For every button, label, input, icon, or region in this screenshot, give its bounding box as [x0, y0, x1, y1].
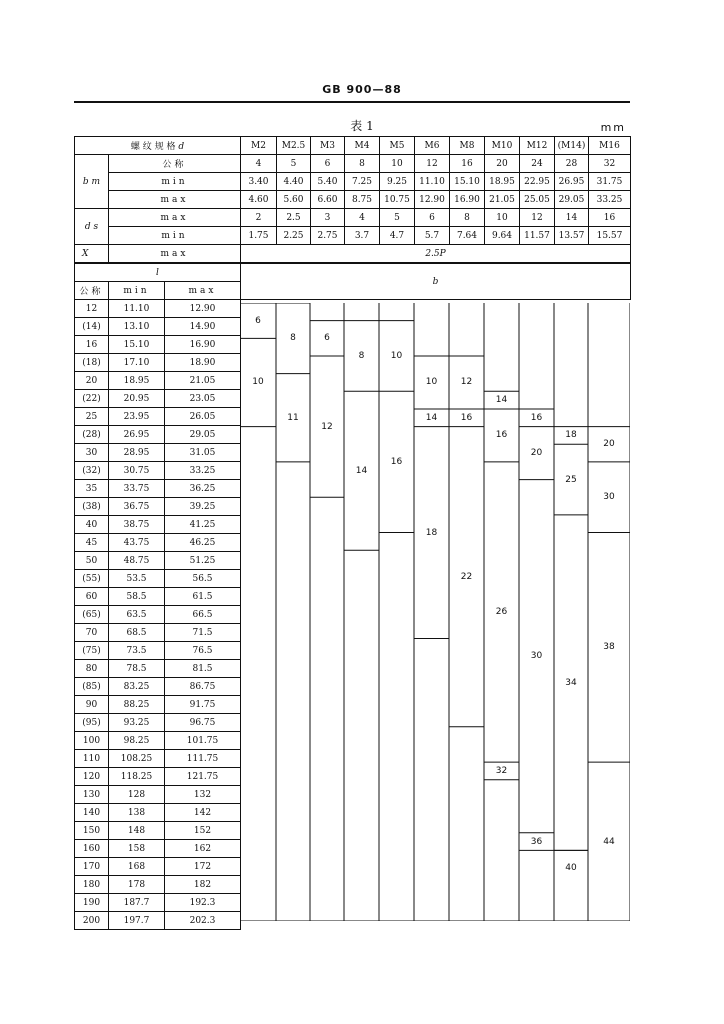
- l-cell: 76.5: [165, 642, 241, 660]
- b-value-label: 14: [495, 395, 508, 406]
- ds-value: 16: [589, 209, 631, 227]
- b-value-label: 10: [252, 377, 264, 388]
- l-cell: 13.10: [109, 318, 165, 336]
- l-cell: 150: [75, 822, 109, 840]
- l-cell: (95): [75, 714, 109, 732]
- l-cell: 63.5: [109, 606, 165, 624]
- bm-symbol: b m: [75, 155, 109, 209]
- l-cell: 33.25: [165, 462, 241, 480]
- l-row: [75, 300, 631, 318]
- bm-value: 28: [555, 155, 589, 173]
- thread-spec-header: [75, 137, 241, 155]
- size-cell: M10: [485, 137, 520, 155]
- l-cell: 18.90: [165, 354, 241, 372]
- x-value: 2.5P: [241, 245, 631, 264]
- size-cell: M3: [311, 137, 345, 155]
- ds-row: [75, 209, 631, 227]
- l-cell: 39.25: [165, 498, 241, 516]
- bm-row: [75, 155, 631, 173]
- size-cell: M6: [415, 137, 450, 155]
- b-value-label: 16: [530, 412, 543, 423]
- ds-value: 4.7: [380, 227, 415, 245]
- l-cell: 182: [165, 876, 241, 894]
- b-value-label: 16: [460, 412, 473, 423]
- l-cell: (85): [75, 678, 109, 696]
- l-cell: 25: [75, 408, 109, 426]
- bm-value: 8: [345, 155, 380, 173]
- b-value-label: 32: [495, 765, 508, 776]
- l-cell: 33.75: [109, 480, 165, 498]
- l-cell: 18.95: [109, 372, 165, 390]
- l-cell: 17.10: [109, 354, 165, 372]
- bm-row-label: max: [109, 191, 241, 209]
- b-value-label: 30: [530, 651, 543, 662]
- bm-value: 32: [589, 155, 631, 173]
- l-cell: 91.75: [165, 696, 241, 714]
- b-value-label: 25: [565, 474, 577, 485]
- l-cell: 40: [75, 516, 109, 534]
- l-cell: 48.75: [109, 552, 165, 570]
- b-value-label: 18: [565, 430, 577, 441]
- l-col-header: 公称: [75, 282, 109, 300]
- bm-value: 24: [520, 155, 555, 173]
- l-cell: 23.95: [109, 408, 165, 426]
- ds-row-label: max: [109, 209, 241, 227]
- standard-code: GB 900—88: [322, 83, 402, 96]
- bm-value: 16: [450, 155, 485, 173]
- bm-value: 6.60: [311, 191, 345, 209]
- l-cell: 132: [165, 786, 241, 804]
- l-cell: 12: [75, 300, 109, 318]
- l-cell: 26.95: [109, 426, 165, 444]
- ds-value: 2: [241, 209, 277, 227]
- b-area: [241, 300, 631, 930]
- l-cell: 96.75: [165, 714, 241, 732]
- l-cell: 86.75: [165, 678, 241, 696]
- l-cell: 98.25: [109, 732, 165, 750]
- l-cell: 128: [109, 786, 165, 804]
- l-cell: 11.10: [109, 300, 165, 318]
- ds-value: 8: [450, 209, 485, 227]
- l-cell: 172: [165, 858, 241, 876]
- table-title: 表 1: [350, 119, 374, 133]
- l-cell: 14.90: [165, 318, 241, 336]
- l-cell: 160: [75, 840, 109, 858]
- l-cell: (38): [75, 498, 109, 516]
- l-cell: 70: [75, 624, 109, 642]
- b-value-label: 14: [425, 412, 438, 423]
- l-cell: 101.75: [165, 732, 241, 750]
- bm-value: 4.60: [241, 191, 277, 209]
- l-cell: 162: [165, 840, 241, 858]
- bm-row: [75, 191, 631, 209]
- ds-value: 5.7: [415, 227, 450, 245]
- ds-value: 3: [311, 209, 345, 227]
- b-value-label: 8: [358, 350, 365, 361]
- l-cell: 140: [75, 804, 109, 822]
- l-cell: 12.90: [165, 300, 241, 318]
- ds-value: 5: [380, 209, 415, 227]
- l-cell: (22): [75, 390, 109, 408]
- l-cell: 100: [75, 732, 109, 750]
- x-symbol: X: [75, 245, 109, 264]
- size-cell: M16: [589, 137, 631, 155]
- bm-value: 5: [277, 155, 311, 173]
- l-cell: 53.5: [109, 570, 165, 588]
- bm-value: 11.10: [415, 173, 450, 191]
- l-symbol-row: [75, 263, 631, 282]
- l-cell: 36.75: [109, 498, 165, 516]
- l-cell: 30.75: [109, 462, 165, 480]
- b-value-label: 10: [425, 377, 438, 388]
- l-cell: 180: [75, 876, 109, 894]
- l-cell: 45: [75, 534, 109, 552]
- b-value-label: 20: [530, 448, 543, 459]
- bm-value: 6: [311, 155, 345, 173]
- l-cell: 142: [165, 804, 241, 822]
- size-cell: M2: [241, 137, 277, 155]
- b-value-label: 40: [565, 863, 577, 874]
- l-cell: 58.5: [109, 588, 165, 606]
- l-cell: 38.75: [109, 516, 165, 534]
- bm-value: 26.95: [555, 173, 589, 191]
- bm-value: 12.90: [415, 191, 450, 209]
- l-cell: 23.05: [165, 390, 241, 408]
- l-cell: 60: [75, 588, 109, 606]
- l-cell: (32): [75, 462, 109, 480]
- ds-value: 3.7: [345, 227, 380, 245]
- l-cell: 121.75: [165, 768, 241, 786]
- x-row-label: max: [109, 245, 241, 264]
- l-cell: 66.5: [165, 606, 241, 624]
- b-value-label: 22: [460, 571, 473, 582]
- l-symbol: l: [75, 263, 241, 282]
- ds-value: 12: [520, 209, 555, 227]
- header-rule: [74, 101, 630, 103]
- l-cell: (75): [75, 642, 109, 660]
- bm-row: [75, 173, 631, 191]
- l-cell: 73.5: [109, 642, 165, 660]
- l-cell: (65): [75, 606, 109, 624]
- l-cell: 36.25: [165, 480, 241, 498]
- ds-value: 11.57: [520, 227, 555, 245]
- b-value-label: 14: [355, 465, 368, 476]
- bm-value: 5.40: [311, 173, 345, 191]
- b-value-label: 11: [287, 412, 299, 423]
- l-cell: 51.25: [165, 552, 241, 570]
- ds-value: 2.5: [277, 209, 311, 227]
- ds-value: 2.25: [277, 227, 311, 245]
- l-cell: 152: [165, 822, 241, 840]
- bm-value: 18.95: [485, 173, 520, 191]
- l-cell: 190: [75, 894, 109, 912]
- bm-value: 15.10: [450, 173, 485, 191]
- l-cell: (14): [75, 318, 109, 336]
- bm-value: 4: [241, 155, 277, 173]
- l-cell: 200: [75, 912, 109, 930]
- b-value-label: 18: [425, 527, 438, 538]
- l-cell: 35: [75, 480, 109, 498]
- bm-row-label: min: [109, 173, 241, 191]
- l-cell: 170: [75, 858, 109, 876]
- bm-value: 4.40: [277, 173, 311, 191]
- l-cell: 26.05: [165, 408, 241, 426]
- l-cell: 80: [75, 660, 109, 678]
- b-value-label: 12: [321, 421, 333, 432]
- bm-value: 12: [415, 155, 450, 173]
- size-cell: M8: [450, 137, 485, 155]
- l-cell: 178: [109, 876, 165, 894]
- l-cell: 90: [75, 696, 109, 714]
- b-value-label: 36: [530, 836, 543, 847]
- b-value-label: 16: [495, 430, 508, 441]
- b-value-label: 8: [290, 333, 296, 344]
- bm-value: 25.05: [520, 191, 555, 209]
- x-row: [75, 245, 631, 264]
- l-cell: 78.5: [109, 660, 165, 678]
- l-cell: 15.10: [109, 336, 165, 354]
- l-cell: (18): [75, 354, 109, 372]
- ds-value: 15.57: [589, 227, 631, 245]
- b-value-label: 6: [324, 333, 330, 344]
- l-cell: 110: [75, 750, 109, 768]
- b-value-label: 34: [565, 677, 577, 688]
- l-cell: 43.75: [109, 534, 165, 552]
- l-cell: 168: [109, 858, 165, 876]
- thread-spec-label: 螺 纹 规 格: [130, 142, 176, 152]
- bm-value: 3.40: [241, 173, 277, 191]
- l-cell: 31.05: [165, 444, 241, 462]
- l-cell: 50: [75, 552, 109, 570]
- thread-size-row: [75, 137, 631, 155]
- bm-value: 7.25: [345, 173, 380, 191]
- b-value-label: 20: [603, 439, 615, 450]
- size-cell: M5: [380, 137, 415, 155]
- l-cell: 21.05: [165, 372, 241, 390]
- l-cell: 148: [109, 822, 165, 840]
- l-cell: 61.5: [165, 588, 241, 606]
- ds-value: 7.64: [450, 227, 485, 245]
- bm-value: 29.05: [555, 191, 589, 209]
- bm-value: 33.25: [589, 191, 631, 209]
- l-cell: 120: [75, 768, 109, 786]
- ds-value: 13.57: [555, 227, 589, 245]
- b-value-label: 12: [460, 377, 473, 388]
- b-value-label: 26: [495, 607, 508, 617]
- dimension-table: [74, 136, 631, 930]
- bm-row-label: 公称: [109, 155, 241, 173]
- b-symbol: b: [241, 263, 631, 300]
- l-cell: 81.5: [165, 660, 241, 678]
- l-cell: 88.25: [109, 696, 165, 714]
- bm-value: 5.60: [277, 191, 311, 209]
- l-cell: 46.25: [165, 534, 241, 552]
- l-cell: 118.25: [109, 768, 165, 786]
- bm-value: 31.75: [589, 173, 631, 191]
- l-cell: 202.3: [165, 912, 241, 930]
- l-cell: 138: [109, 804, 165, 822]
- ds-value: 1.75: [241, 227, 277, 245]
- bm-value: 10: [380, 155, 415, 173]
- ds-row: [75, 227, 631, 245]
- size-cell: M12: [520, 137, 555, 155]
- l-cell: 192.3: [165, 894, 241, 912]
- l-cell: 56.5: [165, 570, 241, 588]
- b-value-label: 16: [390, 456, 403, 467]
- l-cell: 83.25: [109, 678, 165, 696]
- ds-value: 14: [555, 209, 589, 227]
- ds-symbol: d s: [75, 209, 109, 245]
- b-value-label: 38: [603, 642, 615, 653]
- l-cell: 71.5: [165, 624, 241, 642]
- ds-row-label: min: [109, 227, 241, 245]
- l-cell: 29.05: [165, 426, 241, 444]
- l-cell: 197.7: [109, 912, 165, 930]
- b-value-label: 6: [255, 315, 261, 326]
- bm-value: 8.75: [345, 191, 380, 209]
- l-cell: 158: [109, 840, 165, 858]
- l-cell: 41.25: [165, 516, 241, 534]
- b-value-label: 10: [390, 350, 403, 361]
- l-cell: 30: [75, 444, 109, 462]
- l-cell: 187.7: [109, 894, 165, 912]
- bm-value: 10.75: [380, 191, 415, 209]
- l-cell: 20: [75, 372, 109, 390]
- l-cell: 20.95: [109, 390, 165, 408]
- size-cell: M2.5: [277, 137, 311, 155]
- l-cell: 28.95: [109, 444, 165, 462]
- b-value-label: 30: [603, 492, 615, 503]
- size-cell: (M14): [555, 137, 589, 155]
- l-cell: 130: [75, 786, 109, 804]
- l-cell: (55): [75, 570, 109, 588]
- ds-value: 2.75: [311, 227, 345, 245]
- bm-value: 20: [485, 155, 520, 173]
- l-cell: 16: [75, 336, 109, 354]
- size-cell: M4: [345, 137, 380, 155]
- unit-label: mm: [600, 121, 626, 134]
- l-cell: 16.90: [165, 336, 241, 354]
- b-value-label: 44: [603, 836, 615, 847]
- ds-value: 10: [485, 209, 520, 227]
- ds-value: 9.64: [485, 227, 520, 245]
- ds-value: 6: [415, 209, 450, 227]
- l-cell: (28): [75, 426, 109, 444]
- bm-value: 22.95: [520, 173, 555, 191]
- l-cell: 111.75: [165, 750, 241, 768]
- l-cell: 68.5: [109, 624, 165, 642]
- l-col-header: max: [165, 282, 241, 300]
- bm-value: 9.25: [380, 173, 415, 191]
- l-col-header: min: [109, 282, 165, 300]
- bm-value: 21.05: [485, 191, 520, 209]
- ds-value: 4: [345, 209, 380, 227]
- bm-value: 16.90: [450, 191, 485, 209]
- l-cell: 93.25: [109, 714, 165, 732]
- l-cell: 108.25: [109, 750, 165, 768]
- thread-spec-symbol: d: [178, 142, 185, 152]
